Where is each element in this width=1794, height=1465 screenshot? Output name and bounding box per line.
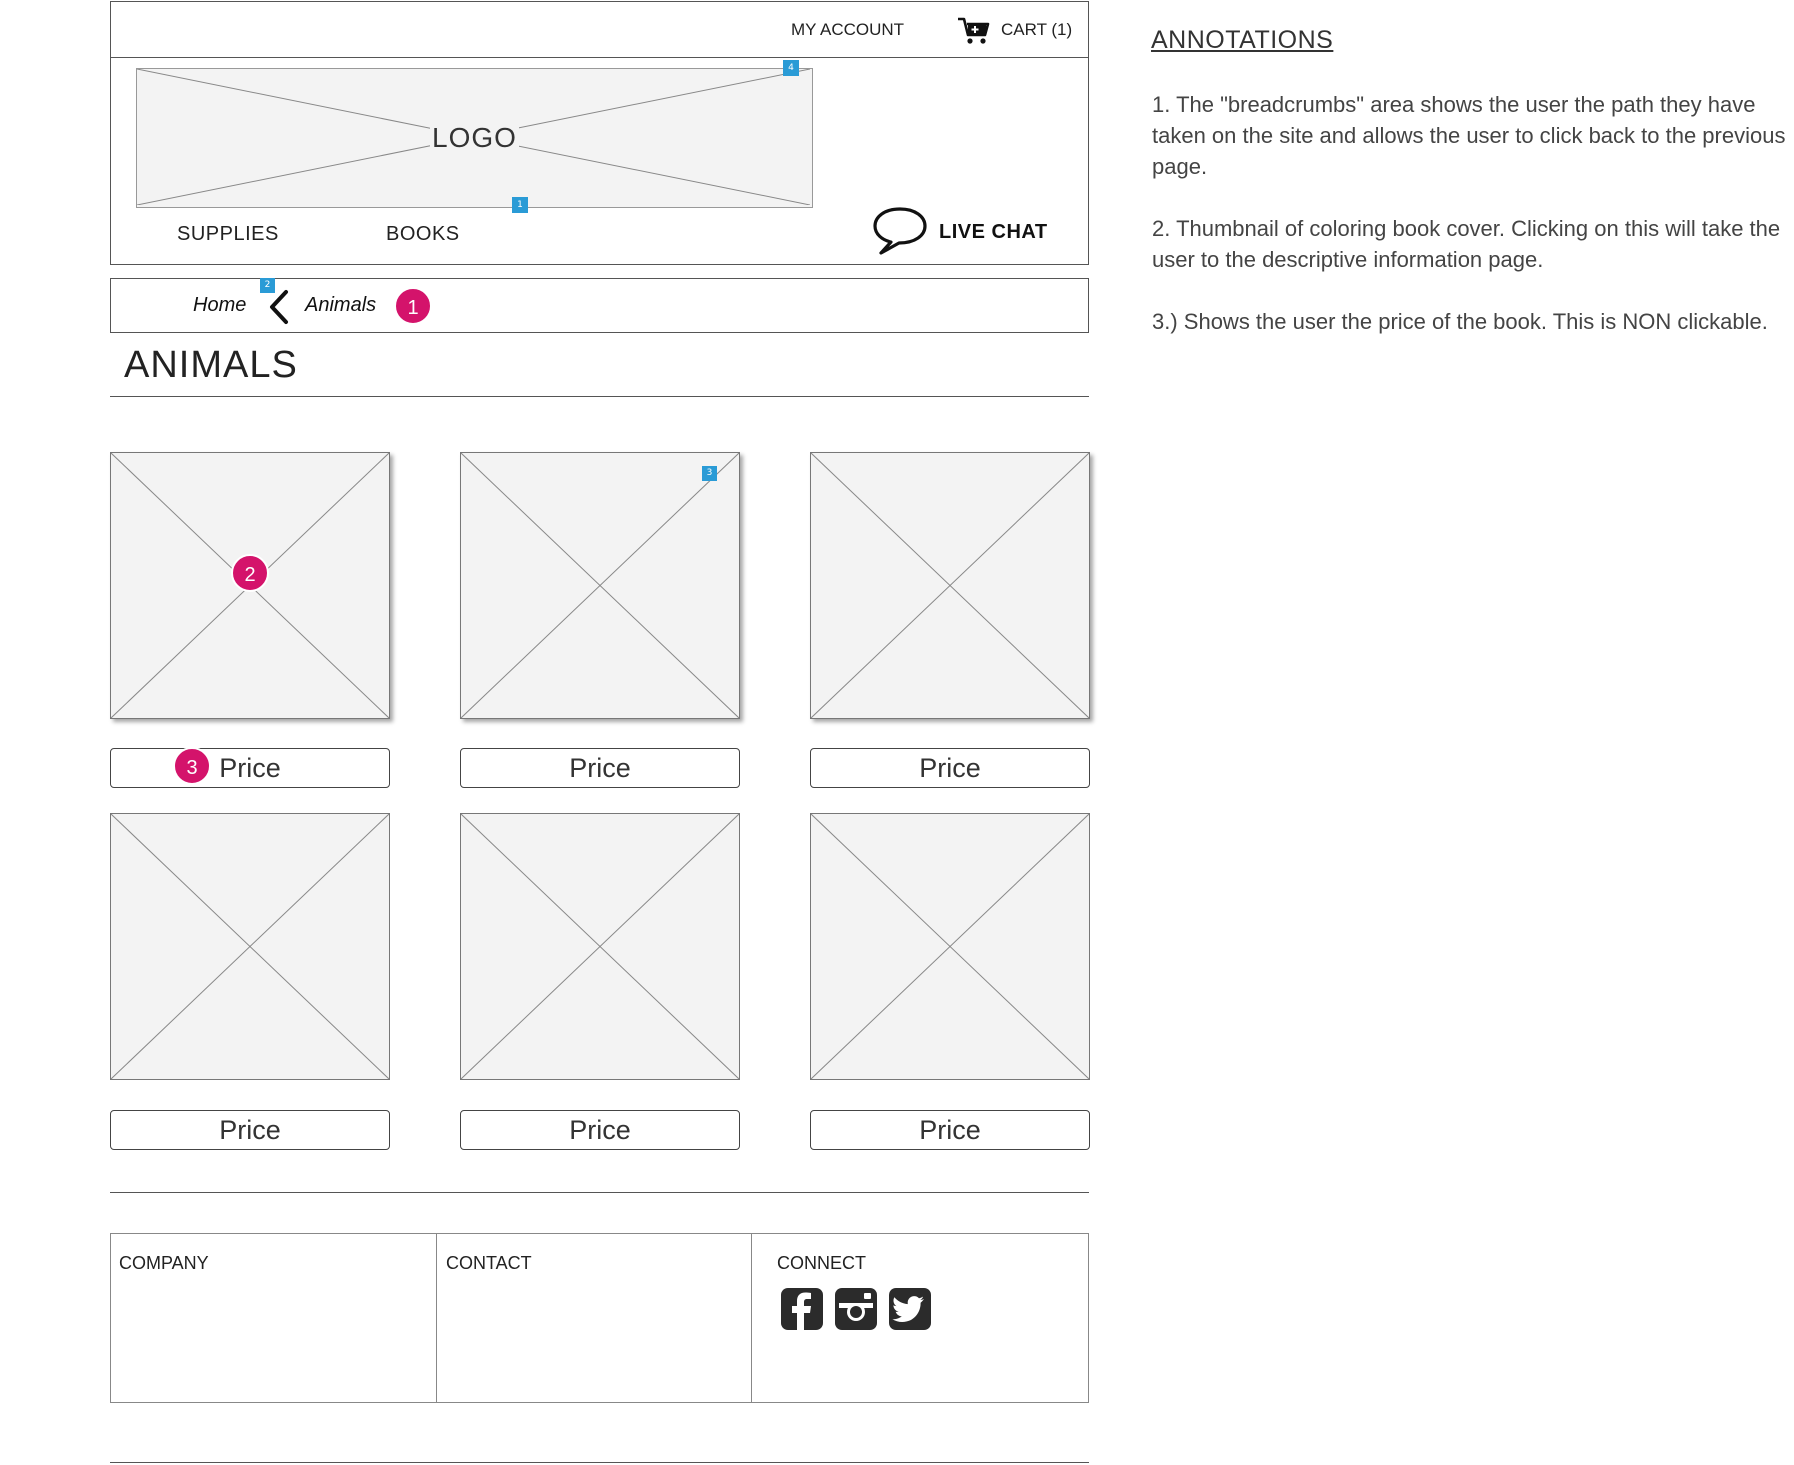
page-title: ANIMALS (124, 344, 298, 386)
footer-contact-heading: CONTACT (446, 1253, 532, 1273)
placeholder-cross (811, 814, 1089, 1079)
title-divider (110, 396, 1089, 397)
facebook-icon[interactable] (780, 1287, 824, 1331)
product-price (110, 1110, 390, 1150)
annotation-badge-2: 2 (231, 554, 269, 592)
speech-bubble-icon[interactable] (871, 205, 929, 257)
price-text: Price (569, 1115, 631, 1145)
twitter-icon[interactable] (888, 1287, 932, 1331)
annotation-badge-1: 1 (394, 287, 432, 325)
nav-books[interactable]: BOOKS (386, 223, 460, 245)
placeholder-cross (461, 453, 739, 718)
footer-column-divider (751, 1234, 752, 1402)
placeholder-cross (111, 814, 389, 1079)
utility-bar (110, 1, 1089, 58)
annotations-heading: ANNOTATIONS (1151, 26, 1334, 54)
annotation-badge-3: 3 (173, 747, 211, 785)
logo-text: LOGO (432, 122, 517, 153)
price-text: Price (219, 753, 281, 783)
marker-3: 3 (702, 466, 717, 481)
breadcrumb-current[interactable]: Animals (305, 294, 377, 316)
price-text: Price (919, 1115, 981, 1145)
product-price (810, 748, 1090, 788)
price-text: Price (569, 753, 631, 783)
breadcrumb (110, 278, 1089, 333)
annotation-note-2: 2. Thumbnail of coloring book cover. Clicking on this will take the user to the descriptive information page. (1152, 216, 1781, 272)
footer-company-heading: COMPANY (119, 1253, 209, 1273)
footer-divider (110, 1192, 1089, 1193)
shopping-cart-icon[interactable] (957, 16, 991, 46)
logo-placeholder[interactable] (136, 68, 813, 208)
product-price (460, 748, 740, 788)
cart-link[interactable]: CART (1) (1001, 20, 1073, 39)
product-thumbnail[interactable] (460, 813, 740, 1080)
marker-4: 4 (783, 60, 799, 76)
product-price (460, 1110, 740, 1150)
product-thumbnail[interactable] (810, 813, 1090, 1080)
price-text: Price (219, 1115, 281, 1145)
product-price (110, 748, 390, 788)
product-thumbnail[interactable] (810, 452, 1090, 719)
placeholder-cross (811, 453, 1089, 718)
instagram-icon[interactable] (834, 1287, 878, 1331)
bottom-divider (110, 1462, 1089, 1463)
product-price (810, 1110, 1090, 1150)
nav-supplies[interactable]: SUPPLIES (177, 223, 279, 245)
annotation-note-1: 1. The "breadcrumbs" area shows the user the path they have taken on the site and allows the user to click back to the previous page. (1152, 92, 1786, 179)
footer-column-divider (436, 1234, 437, 1402)
chevron-left-icon[interactable] (265, 288, 293, 326)
breadcrumb-home[interactable]: Home (193, 294, 247, 316)
my-account-link[interactable]: MY ACCOUNT (791, 20, 905, 39)
product-thumbnail[interactable] (460, 452, 740, 719)
live-chat-label[interactable]: LIVE CHAT (939, 221, 1048, 243)
placeholder-cross (461, 814, 739, 1079)
product-thumbnail[interactable] (110, 813, 390, 1080)
site-header (110, 57, 1089, 265)
annotation-note-3: 3.) Shows the user the price of the book. This is NON clickable. (1152, 309, 1768, 334)
marker-2: 2 (260, 278, 275, 293)
price-text: Price (919, 753, 981, 783)
footer-connect-heading: CONNECT (777, 1253, 866, 1273)
site-footer (110, 1233, 1089, 1403)
marker-1: 1 (512, 197, 528, 213)
